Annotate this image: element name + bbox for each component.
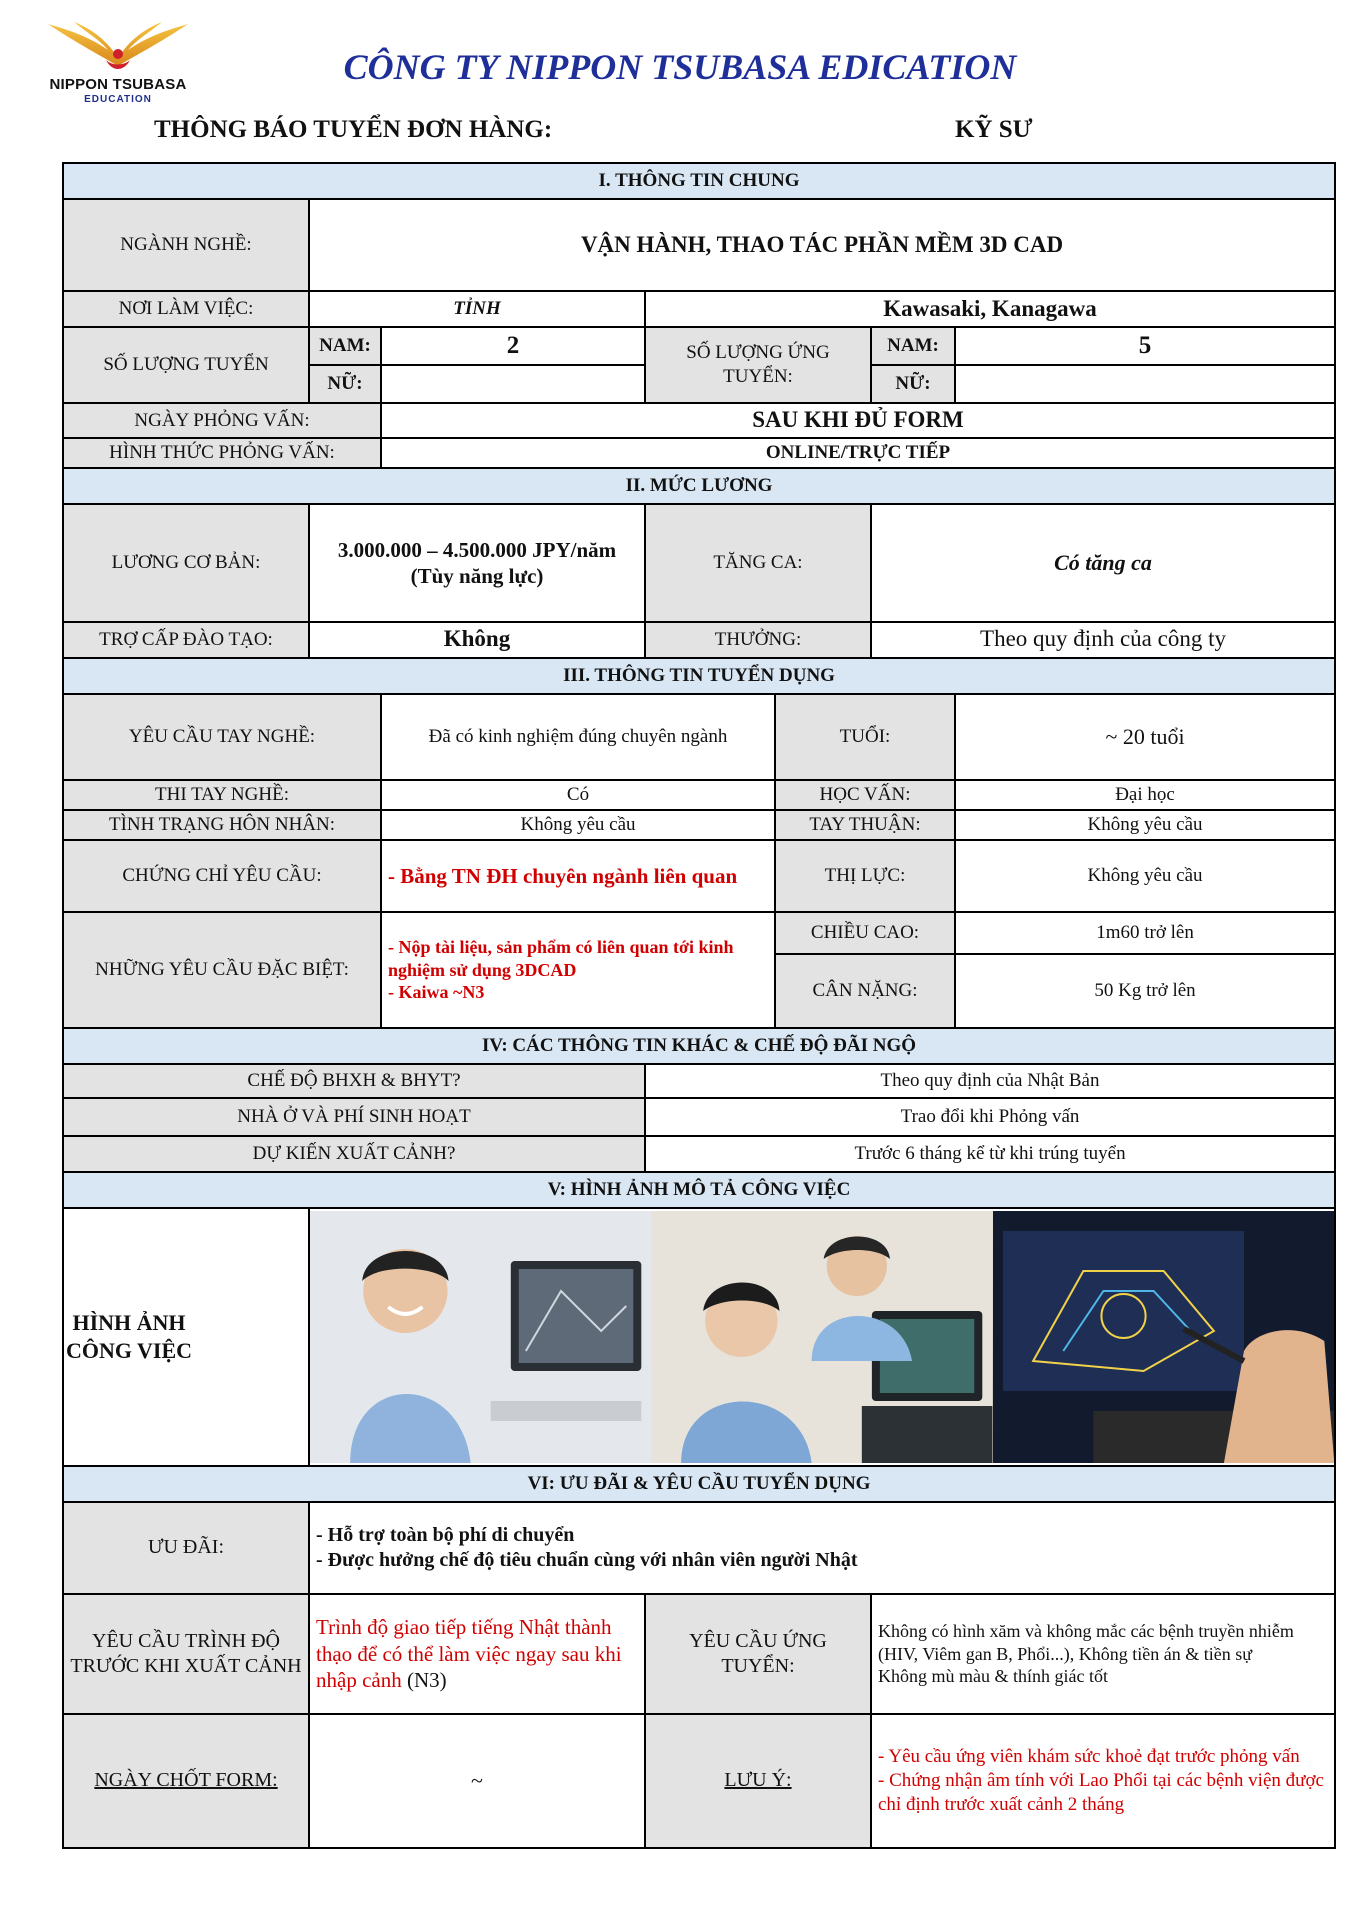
section-5-title: V: HÌNH ẢNH MÔ TẢ CÔNG VIỆC bbox=[63, 1172, 1335, 1208]
engineer-at-computer-icon bbox=[310, 1211, 651, 1463]
uu-dai-line-2: - Được hưởng chế độ tiêu chuẩn cùng với nhân viên người Nhật bbox=[316, 1548, 858, 1571]
chung-chi-value: - Bằng TN ĐH chuyên ngành liên quan bbox=[381, 840, 775, 912]
company-name: CÔNG TY NIPPON TSUBASA EDICATION bbox=[343, 47, 1017, 87]
ngay-chot-label: NGÀY CHỐT FORM: bbox=[63, 1714, 309, 1848]
wings-logo-icon bbox=[38, 14, 198, 78]
section-2-title: II. MỨC LƯƠNG bbox=[63, 468, 1335, 504]
thi-luc-value: Không yêu cầu bbox=[955, 840, 1335, 912]
thi-tay-nghe-label: THI TAY NGHỀ: bbox=[63, 780, 381, 810]
nam-label: NAM: bbox=[309, 327, 381, 365]
luong-line-2: (Tùy năng lực) bbox=[410, 563, 544, 588]
cad-screen-icon bbox=[993, 1211, 1334, 1463]
uu-dai-line-1: - Hỗ trợ toàn bộ phí di chuyển bbox=[316, 1523, 575, 1546]
dac-biet-line-1: - Nộp tài liệu, sản phẩm có liên quan tới kinh nghiệm sử dụng 3DCAD bbox=[388, 937, 734, 980]
photo-engineers-team bbox=[651, 1211, 992, 1463]
bhxh-label: CHẾ ĐỘ BHXH & BHYT? bbox=[63, 1064, 645, 1098]
thuong-label: THƯỞNG: bbox=[645, 622, 871, 658]
ung-tuyen-req-label: YÊU CẦU ỨNG TUYỂN: bbox=[645, 1594, 871, 1714]
photo-cad-drawing bbox=[993, 1211, 1334, 1463]
ung-tuyen-nu-label: NỮ: bbox=[871, 365, 955, 403]
nganh-nghe-label: NGÀNH NGHỀ: bbox=[63, 199, 309, 291]
dac-biet-value bbox=[381, 912, 775, 1028]
ngay-pv-value: SAU KHI ĐỦ FORM bbox=[381, 403, 1335, 438]
luong-label: LƯƠNG CƠ BẢN: bbox=[63, 504, 309, 622]
nha-o-value: Trao đổi khi Phỏng vấn bbox=[645, 1098, 1335, 1136]
hon-nhan-label: TÌNH TRẠNG HÔN NHÂN: bbox=[63, 810, 381, 840]
ung-tuyen-req-value bbox=[871, 1594, 1335, 1714]
nha-o-label: NHÀ Ở VÀ PHÍ SINH HOẠT bbox=[63, 1098, 645, 1136]
ung-tuyen-req-line-2: Không mù màu & thính giác tốt bbox=[878, 1666, 1108, 1686]
can-nang-label: CÂN NẶNG: bbox=[775, 954, 955, 1028]
xuat-canh-value: Trước 6 tháng kể từ khi trúng tuyển bbox=[645, 1136, 1335, 1172]
dac-biet-label: NHỮNG YÊU CẦU ĐẶC BIỆT: bbox=[63, 912, 381, 1028]
bhxh-value: Theo quy định của Nhật Bản bbox=[645, 1064, 1335, 1098]
so-luong-nu bbox=[381, 365, 645, 403]
ngay-pv-label: NGÀY PHỎNG VẤN: bbox=[63, 403, 381, 438]
tinh-label: TỈNH bbox=[309, 291, 645, 327]
hinh-anh-line-1: HÌNH ẢNH bbox=[72, 1310, 186, 1336]
logo-text: NIPPON TSUBASA bbox=[49, 76, 187, 93]
hinh-anh-line-2: CÔNG VIỆC bbox=[65, 1337, 193, 1363]
notice-label: THÔNG BÁO TUYỂN ĐƠN HÀNG: bbox=[154, 116, 553, 143]
engineers-team-icon bbox=[651, 1211, 992, 1463]
hon-nhan-value: Không yêu cầu bbox=[381, 810, 775, 840]
ngay-chot-value: ~ bbox=[309, 1714, 645, 1848]
trinh-do-label: YÊU CẦU TRÌNH ĐỘ TRƯỚC KHI XUẤT CẢNH bbox=[63, 1594, 309, 1714]
tay-thuan-value: Không yêu cầu bbox=[955, 810, 1335, 840]
dac-biet-line-2: - Kaiwa ~N3 bbox=[388, 982, 485, 1002]
tuoi-label: TUỔI: bbox=[775, 694, 955, 780]
tang-ca-value: Có tăng ca bbox=[871, 504, 1335, 622]
xuat-canh-label: DỰ KIẾN XUẤT CẢNH? bbox=[63, 1136, 645, 1172]
ung-tuyen-req-line-1: Không có hình xăm và không mắc các bệnh truyền nhiễm (HIV, Viêm gan B, Phổi...), Không tiền án & tiền sự bbox=[878, 1621, 1294, 1664]
notice-value: KỸ SƯ bbox=[955, 116, 1033, 143]
hinh-thuc-label: HÌNH THỨC PHỎNG VẤN: bbox=[63, 438, 381, 468]
can-nang-value: 50 Kg trở lên bbox=[955, 954, 1335, 1028]
luong-value bbox=[309, 504, 645, 622]
so-luong-tuyen-label: SỐ LƯỢNG TUYỂN bbox=[63, 327, 309, 403]
nganh-nghe-value: VẬN HÀNH, THAO TÁC PHẦN MỀM 3D CAD bbox=[309, 199, 1335, 291]
thi-luc-label: THỊ LỰC: bbox=[775, 840, 955, 912]
trinh-do-text: Trình độ giao tiếp tiếng Nhật thành thạo để có thể làm việc ngay sau khi nhập cảnh bbox=[316, 1615, 622, 1692]
tay-nghe-value: Đã có kinh nghiệm đúng chuyên ngành bbox=[381, 694, 775, 780]
tay-thuan-label: TAY THUẬN: bbox=[775, 810, 955, 840]
section-6-title: VI: ƯU ĐÃI & YÊU CẦU TUYỂN DỤNG bbox=[63, 1466, 1335, 1502]
tro-cap-label: TRỢ CẤP ĐÀO TẠO: bbox=[63, 622, 309, 658]
tro-cap-value: Không bbox=[309, 622, 645, 658]
hoc-van-label: HỌC VẤN: bbox=[775, 780, 955, 810]
thuong-value: Theo quy định của công ty bbox=[871, 622, 1335, 658]
work-photos bbox=[309, 1208, 1335, 1466]
thi-tay-nghe-value: Có bbox=[381, 780, 775, 810]
luu-y-label: LƯU Ý: bbox=[645, 1714, 871, 1848]
chieu-cao-label: CHIỀU CAO: bbox=[775, 912, 955, 954]
trinh-do-value bbox=[309, 1594, 645, 1714]
section-4-title: IV: CÁC THÔNG TIN KHÁC & CHẾ ĐỘ ĐÃI NGỘ bbox=[63, 1028, 1335, 1064]
nu-label: NỮ: bbox=[309, 365, 381, 403]
tang-ca-label: TĂNG CA: bbox=[645, 504, 871, 622]
header bbox=[0, 0, 1356, 160]
luong-line-1: 3.000.000 – 4.500.000 JPY/năm bbox=[337, 537, 617, 562]
ung-tuyen-nu bbox=[955, 365, 1335, 403]
hoc-van-value: Đại học bbox=[955, 780, 1335, 810]
tay-nghe-label: YÊU CẦU TAY NGHỀ: bbox=[63, 694, 381, 780]
job-table bbox=[62, 162, 1336, 1849]
noi-lam-viec-label: NƠI LÀM VIỆC: bbox=[63, 291, 309, 327]
logo-subtext: EDUCATION bbox=[84, 94, 152, 105]
so-luong-nam: 2 bbox=[381, 327, 645, 365]
uu-dai-value bbox=[309, 1502, 1335, 1594]
photo-engineer-smiling bbox=[310, 1211, 651, 1463]
uu-dai-label: ƯU ĐÃI: bbox=[63, 1502, 309, 1594]
section-3-title: III. THÔNG TIN TUYỂN DỤNG bbox=[63, 658, 1335, 694]
section-1-title: I. THÔNG TIN CHUNG bbox=[63, 163, 1335, 199]
hinh-thuc-value: ONLINE/TRỰC TIẾP bbox=[381, 438, 1335, 468]
hinh-anh-label bbox=[63, 1208, 309, 1466]
company-logo bbox=[38, 14, 198, 110]
ung-tuyen-nam-label: NAM: bbox=[871, 327, 955, 365]
chung-chi-label: CHỨNG CHỈ YÊU CẦU: bbox=[63, 840, 381, 912]
tuoi-value: ~ 20 tuổi bbox=[955, 694, 1335, 780]
noi-lam-viec-value: Kawasaki, Kanagawa bbox=[645, 291, 1335, 327]
chieu-cao-value: 1m60 trở lên bbox=[955, 912, 1335, 954]
ung-tuyen-nam: 5 bbox=[955, 327, 1335, 365]
luu-y-value bbox=[871, 1714, 1335, 1848]
luu-y-line-1: - Yêu cầu ứng viên khám sức khoẻ đạt trước phỏng vấn bbox=[878, 1746, 1300, 1768]
trinh-do-level: (N3) bbox=[406, 1667, 447, 1692]
so-luong-ung-tuyen-label: SỐ LƯỢNG ỨNG TUYỂN: bbox=[645, 327, 871, 403]
luu-y-line-2: - Chứng nhận âm tính với Lao Phổi tại các bệnh viện được chỉ định trước xuất cảnh 2 tháng bbox=[878, 1769, 1324, 1815]
